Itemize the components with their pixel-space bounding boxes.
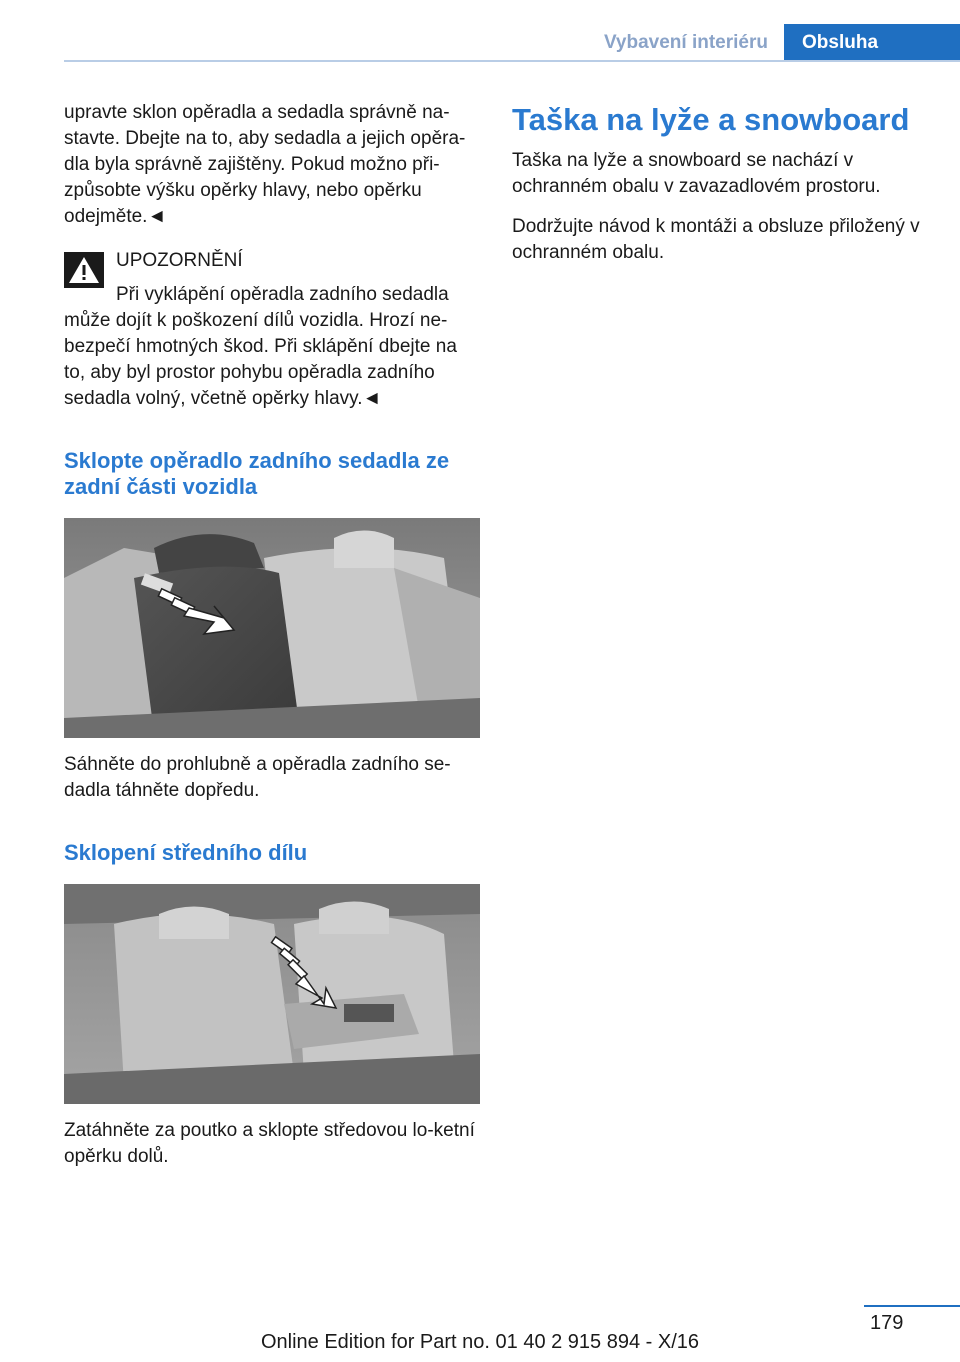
ski-bag-paragraph-2: Dodržujte návod k montáži a obsluze přiložený v ochranném obalu. [512, 216, 920, 263]
intro-paragraph: upravte sklon opěradla a sedadla správně na-stavte. Dbejte na to, aby sedadla a jejich opěra-dla byla správně zajištěny. Pokud možno při-způsobte výšku opěrky hlavy, nebo opěrku odejměte.◄ [64, 102, 466, 227]
section-tab[interactable]: Obsluha [784, 24, 960, 61]
warning-title: UPOZORNĚNÍ [116, 250, 243, 271]
warning-triangle-icon [64, 252, 104, 288]
warning-text: Při vyklápění opěradla zadního sedadla může dojít k poškození dílů vozidla. Hrozí ne-bezpečí hmotných škod. Při sklápění dbejte na to, aby byl prostor pohybu opěradla zadního sedadla volný, včetně opěrky hlavy.◄ [64, 284, 457, 409]
ski-bag-title: Taška na lyže a snowboard [512, 102, 910, 137]
page-number-rule [864, 1305, 960, 1307]
page-number: 179 [870, 1312, 904, 1334]
figure-rear-seat-backrest [64, 518, 480, 738]
footer-edition: Online Edition for Part no. 01 40 2 915 894 - X/16 [260, 1331, 700, 1353]
figure-center-armrest [64, 884, 480, 1104]
armrest-illustration [64, 884, 480, 1104]
section-title-center-part: Sklopení středního dílu [64, 840, 308, 865]
warning-block [64, 248, 480, 412]
caption-rear-seat: Sáhněte do prohlubně a opěradla zadního se-dadla táhněte dopředu. [64, 754, 451, 801]
header-divider [64, 60, 960, 62]
right-column [512, 100, 932, 280]
section-title-fold-rear: Sklopte opěradlo zadního sedadla ze zadní části vozidla [64, 448, 450, 499]
rear-seat-illustration [64, 518, 480, 738]
header-tabs [588, 24, 960, 61]
caption-center-armrest: Zatáhněte za poutko a sklopte středovou lo-ketní opěrku dolů. [64, 1120, 475, 1167]
ski-bag-paragraph-1: Taška na lyže a snowboard se nachází v ochranném obalu v zavazadlovém prostoru. [512, 150, 881, 197]
left-column [64, 100, 480, 1170]
chapter-tab[interactable]: Vybavení interiéru [603, 32, 768, 53]
